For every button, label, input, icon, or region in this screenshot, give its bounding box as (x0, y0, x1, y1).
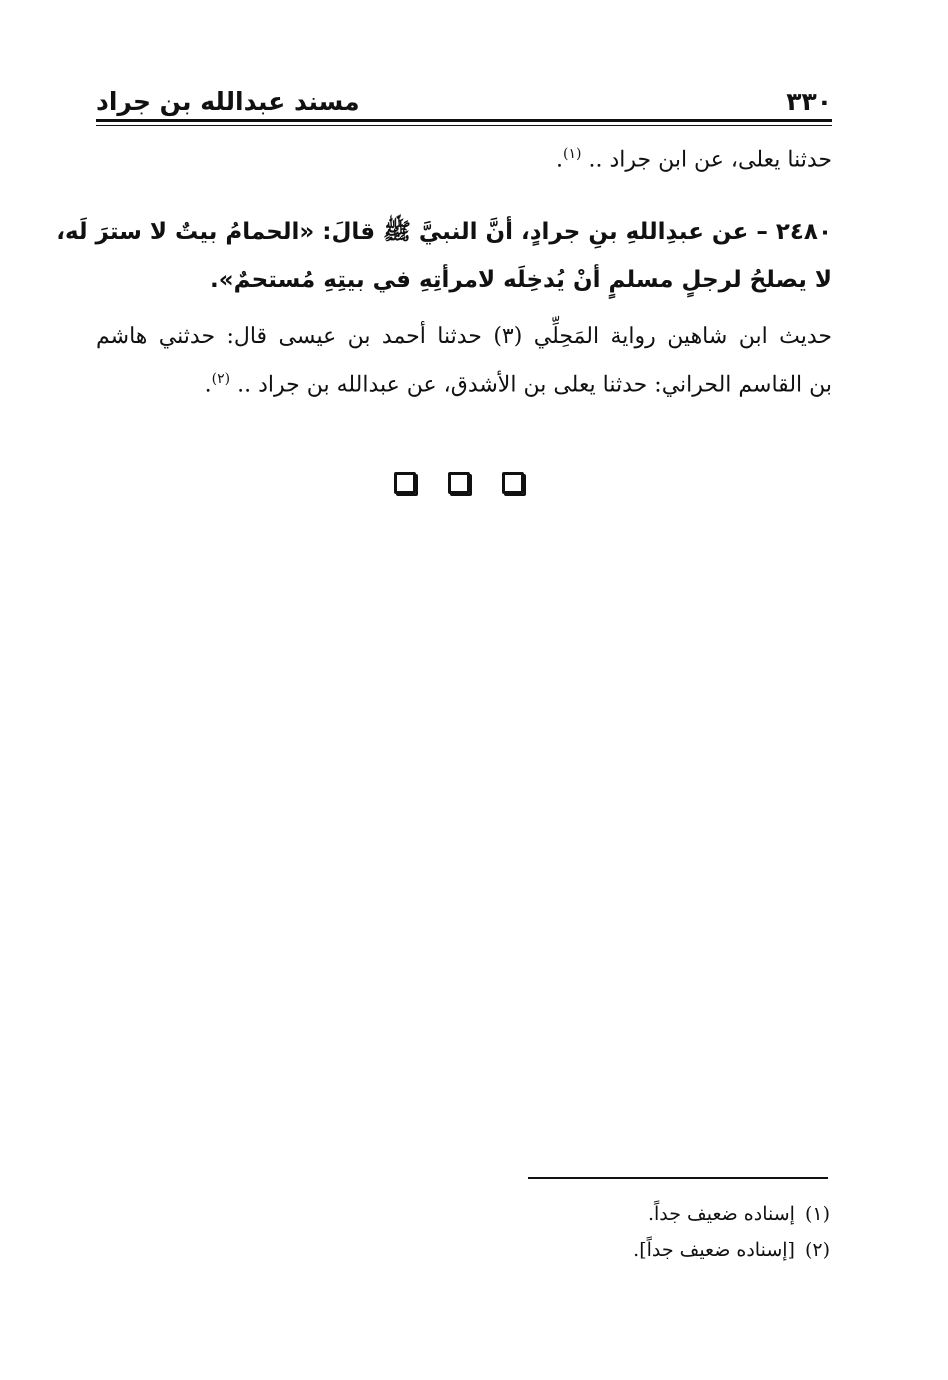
running-title: مسند عبدالله بن جراد (96, 87, 360, 116)
chain-line-2-body: بن القاسم الحراني: حدثنا يعلى بن الأشدق، عن عبدالله بن جراد .. (230, 372, 832, 398)
footnote-1-number: (١) (804, 1203, 830, 1225)
chain-line-2-end: . (204, 372, 212, 398)
hadith-line-1: ٢٤٨٠ – عن عبدِاللهِ بنِ جرادٍ، أنَّ النبيَّ ﷺ قالَ: «الحمامُ بيتٌ لا سترَ لَه، (56, 219, 832, 245)
footnote-2 (633, 1239, 830, 1261)
separator-square-icon (448, 472, 470, 494)
footnote-rule (528, 1177, 828, 1179)
header-rule-thick (96, 119, 832, 122)
separator-square-icon (502, 472, 524, 494)
footnote-ref-1: (١) (563, 146, 582, 162)
page-header (96, 80, 832, 116)
page-number: ٣٣٠ (786, 87, 832, 116)
footnote-2-number: (٢) (804, 1239, 830, 1261)
footnote-ref-2: (٢) (211, 371, 231, 387)
chain-line-1: حديث ابن شاهين رواية المَحِلِّي (٣) حدثنا أحمد بن عيسى قال: حدثني هاشم (96, 324, 832, 349)
text-line-1-body: حدثنا يعلى، عن ابن جراد .. (581, 147, 832, 173)
text-line-1-end: . (556, 147, 563, 173)
footnote-1-text: إسناده ضعيف جداً. (647, 1203, 795, 1225)
chain-line-2 (205, 371, 832, 399)
section-separator (394, 472, 524, 494)
hadith-line-2: لا يصلحُ لرجلٍ مسلمٍ أنْ يُدخِلَه لامرأتِهِ في بيتِهِ مُستحمٌ». (210, 267, 832, 293)
separator-square-icon (394, 472, 416, 494)
footnote-2-text: [إسناده ضعيف جداً]. (633, 1239, 795, 1261)
footnote-1 (648, 1203, 830, 1225)
header-rule-thin (96, 125, 832, 126)
text-line-1 (556, 146, 832, 174)
